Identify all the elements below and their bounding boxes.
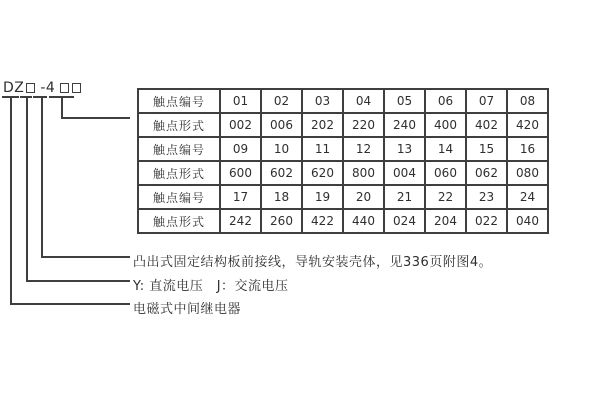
table-row	[138, 209, 548, 233]
row-label: 触点形式	[138, 209, 220, 233]
table-cell: 242	[220, 209, 261, 233]
underline-infix	[33, 96, 47, 98]
table-row	[138, 89, 548, 113]
table-cell: 19	[302, 185, 343, 209]
table-row	[138, 161, 548, 185]
table-cell: 10	[261, 137, 302, 161]
model-prefix: DZ	[3, 79, 25, 96]
table-cell: 202	[302, 113, 343, 137]
table-cell: 02	[261, 89, 302, 113]
table-cell: 422	[302, 209, 343, 233]
annotation-structure: 凸出式固定结构板前接线，导轨安装壳体，见336页附图4。	[133, 255, 493, 270]
leader-vertical-structure	[41, 96, 43, 258]
table-row	[138, 137, 548, 161]
annotation-voltage: Y: 直流电压 J：交流电压	[133, 279, 289, 294]
table-cell: 204	[425, 209, 466, 233]
table-cell: 14	[425, 137, 466, 161]
table-cell: 12	[343, 137, 384, 161]
table-cell: 060	[425, 161, 466, 185]
table-cell: 220	[343, 113, 384, 137]
leader-vertical-voltage	[26, 96, 28, 282]
leader-horizontal-contact	[61, 117, 130, 119]
table-row	[138, 113, 548, 137]
table-cell: 002	[220, 113, 261, 137]
table-cell: 402	[466, 113, 507, 137]
leader-vertical-prefix	[10, 96, 12, 305]
table-cell: 03	[302, 89, 343, 113]
placeholder-box-contact-digit1	[60, 83, 69, 93]
table-cell: 17	[220, 185, 261, 209]
table-cell: 08	[507, 89, 548, 113]
table-cell: 024	[384, 209, 425, 233]
table-cell: 06	[425, 89, 466, 113]
table-cell: 440	[343, 209, 384, 233]
table-cell: 05	[384, 89, 425, 113]
annotation-relay-type: 电磁式中间继电器	[133, 302, 242, 317]
table-cell: 620	[302, 161, 343, 185]
table-cell: 006	[261, 113, 302, 137]
model-infix: -4	[40, 79, 56, 96]
table-cell: 21	[384, 185, 425, 209]
leader-vertical-contact	[61, 96, 63, 119]
table-cell: 01	[220, 89, 261, 113]
contact-table	[137, 88, 549, 234]
leader-horizontal-prefix	[10, 303, 130, 305]
row-label: 触点编号	[138, 137, 220, 161]
row-label: 触点编号	[138, 89, 220, 113]
table-cell: 004	[384, 161, 425, 185]
table-cell: 420	[507, 113, 548, 137]
table-cell: 04	[343, 89, 384, 113]
table-cell: 240	[384, 113, 425, 137]
table-cell: 800	[343, 161, 384, 185]
table-row	[138, 185, 548, 209]
table-cell: 09	[220, 137, 261, 161]
table-cell: 040	[507, 209, 548, 233]
placeholder-box-voltage	[26, 83, 35, 93]
table-cell: 400	[425, 113, 466, 137]
table-cell: 080	[507, 161, 548, 185]
table-cell: 16	[507, 137, 548, 161]
placeholder-box-contact-digit2	[72, 83, 81, 93]
row-label: 触点编号	[138, 185, 220, 209]
table-cell: 600	[220, 161, 261, 185]
table-cell: 602	[261, 161, 302, 185]
table-cell: 22	[425, 185, 466, 209]
table-cell: 15	[466, 137, 507, 161]
row-label: 触点形式	[138, 113, 220, 137]
table-cell: 20	[343, 185, 384, 209]
table-cell: 260	[261, 209, 302, 233]
table-cell: 062	[466, 161, 507, 185]
table-cell: 13	[384, 137, 425, 161]
leader-horizontal-voltage	[26, 280, 130, 282]
leader-horizontal-structure	[41, 256, 130, 258]
row-label: 触点形式	[138, 161, 220, 185]
table-cell: 11	[302, 137, 343, 161]
table-cell: 24	[507, 185, 548, 209]
table-cell: 022	[466, 209, 507, 233]
model-designation	[3, 80, 81, 95]
table-cell: 18	[261, 185, 302, 209]
table-cell: 07	[466, 89, 507, 113]
table-cell: 23	[466, 185, 507, 209]
